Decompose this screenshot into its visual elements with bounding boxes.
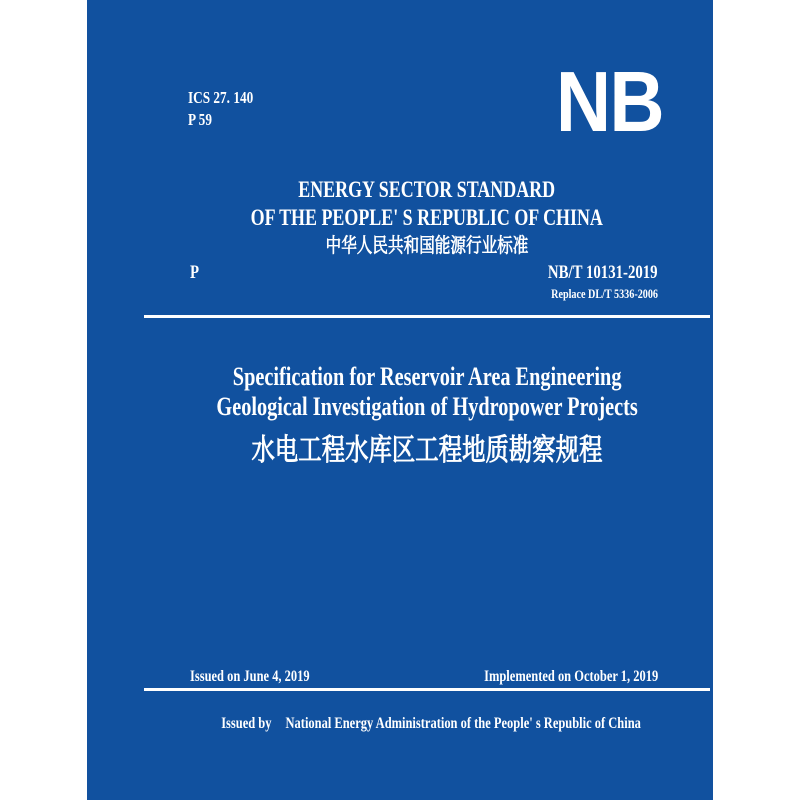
- title-en-line1: Specification for Reservoir Area Engineering: [232, 362, 622, 391]
- issued-on-date: Issued on June 4, 2019: [190, 668, 310, 685]
- issued-by-value: National Energy Administration of the People' s Republic of China: [285, 715, 641, 732]
- org-name-en-line2: OF THE PEOPLE' S REPUBLIC OF CHINA: [250, 205, 604, 230]
- standard-number: NB/T 10131-2019: [548, 262, 658, 283]
- org-name-cn: 中华人民共和国能源行业标准: [325, 235, 529, 257]
- implemented-on-date: Implemented on October 1, 2019: [483, 668, 658, 685]
- content-column: [144, 0, 710, 800]
- doc-code: P 59: [188, 110, 212, 129]
- org-name-en-line1: ENERGY SECTOR STANDARD: [298, 177, 556, 202]
- replaces-note: Replace DL/T 5336-2006: [551, 286, 658, 301]
- cover-panel: [87, 0, 713, 800]
- issued-by-label: Issued by: [221, 715, 272, 732]
- title-en-line2: Geological Investigation of Hydropower Projects: [216, 392, 638, 421]
- ics-code: ICS 27. 140: [188, 88, 254, 107]
- divider-line-top: [144, 315, 710, 318]
- doc-class-letter: P: [190, 262, 200, 283]
- issued-by-row: [190, 697, 768, 751]
- nb-logo-text: NB: [556, 55, 663, 150]
- title-cn: 水电工程水库区工程地质勘察规程: [251, 434, 603, 467]
- divider-line-bottom: [144, 688, 710, 691]
